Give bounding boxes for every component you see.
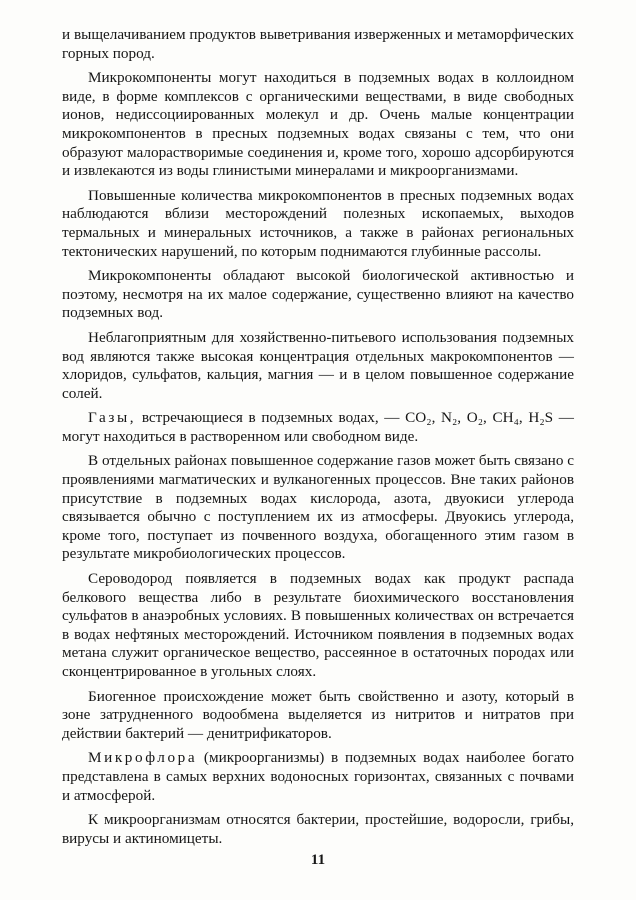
section-lead-microflora: Микрофлора [88, 749, 198, 767]
paragraph-gases: Газы, встречающиеся в подземных водах, — CO₂, N₂, O₂, CH₄, H₂S — могут находиться в растворенном или свободном виде. [62, 409, 574, 445]
section-lead-gases: Газы, [88, 409, 137, 427]
paragraph-microcomponents-forms: Микрокомпоненты могут находиться в подземных водах в коллоидном виде, в форме комплексов с органическими веществами, в виде свободных ионов, недиссоциированных молекул и др. Очень малые концентрации микрокомпонентов в пресных подземных водах связаны с тем, что они образуют малорастворимые соединения и, кроме того, хорошо адсорбируются и извлекаются из воды глинистыми минералами и микроорганизмами. [62, 69, 574, 180]
paragraph-biological-activity: Микрокомпоненты обладают высокой биологической активностью и поэтому, несмотря на их малое содержание, существенно влияют на качество подземных вод. [62, 267, 574, 322]
paragraph-gas-origins: В отдельных районах повышенное содержание газов может быть связано с проявлениями магматических и вулканогенных процессов. Вне таких районов присутствие в подземных водах кислорода, азота, двуокиси углерода связывается обычно с поступлением их из атмосферы. Двуокись углерода, кроме того, поступает из почвенного воздуха, обогащенного этим газом в результате микробиологических процессов. [62, 452, 574, 563]
page-number: 11 [310, 852, 326, 868]
paragraph-continuation: и выщелачиванием продуктов выветривания изверженных и метаморфических горных пород. [62, 26, 574, 62]
paragraph-biogenic-nitrogen: Биогенное происхождение может быть свойственно и азоту, который в зоне затрудненного водообмена выделяется из нитритов и нитратов при действии бактерий — денитрификаторов. [62, 687, 574, 742]
paragraph-macrocomponents: Неблагоприятным для хозяйственно-питьевого использования подземных вод являются также высокая концентрация отдельных макрокомпонентов — хлоридов, сульфатов, кальция, магния — и в целом повышенное содержание солей. [62, 328, 574, 402]
paragraph-hydrogen-sulfide: Сероводород появляется в подземных водах как продукт распада белкового вещества либо в результате биохимического восстановления сульфатов в анаэробных условиях. В повышенных количествах он встречается в водах нефтяных месторождений. Источником появления в подземных водах метана служит органическое вещество, рассеянное в остаточных породах или сконцентрированное в угольных слоях. [62, 570, 574, 680]
body-text [62, 26, 574, 854]
paragraph-microorganisms-list: К микроорганизмам относятся бактерии, простейшие, водоросли, грибы, вирусы и актиномицеты. [62, 811, 574, 847]
paragraph-microflora: Микрофлора (микроорганизмы) в подземных водах наиболее богато представлена в самых верхних водоносных горизонтах, связанных с почвами и атмосферой. [62, 749, 574, 804]
paragraph-elevated-microcomponents: Повышенные количества микрокомпонентов в пресных подземных водах наблюдаются вблизи месторождений полезных ископаемых, выходов термальных и минеральных источников, а также в районах региональных тектонических нарушений, по которым поднимаются глубинные рассолы. [62, 186, 574, 260]
